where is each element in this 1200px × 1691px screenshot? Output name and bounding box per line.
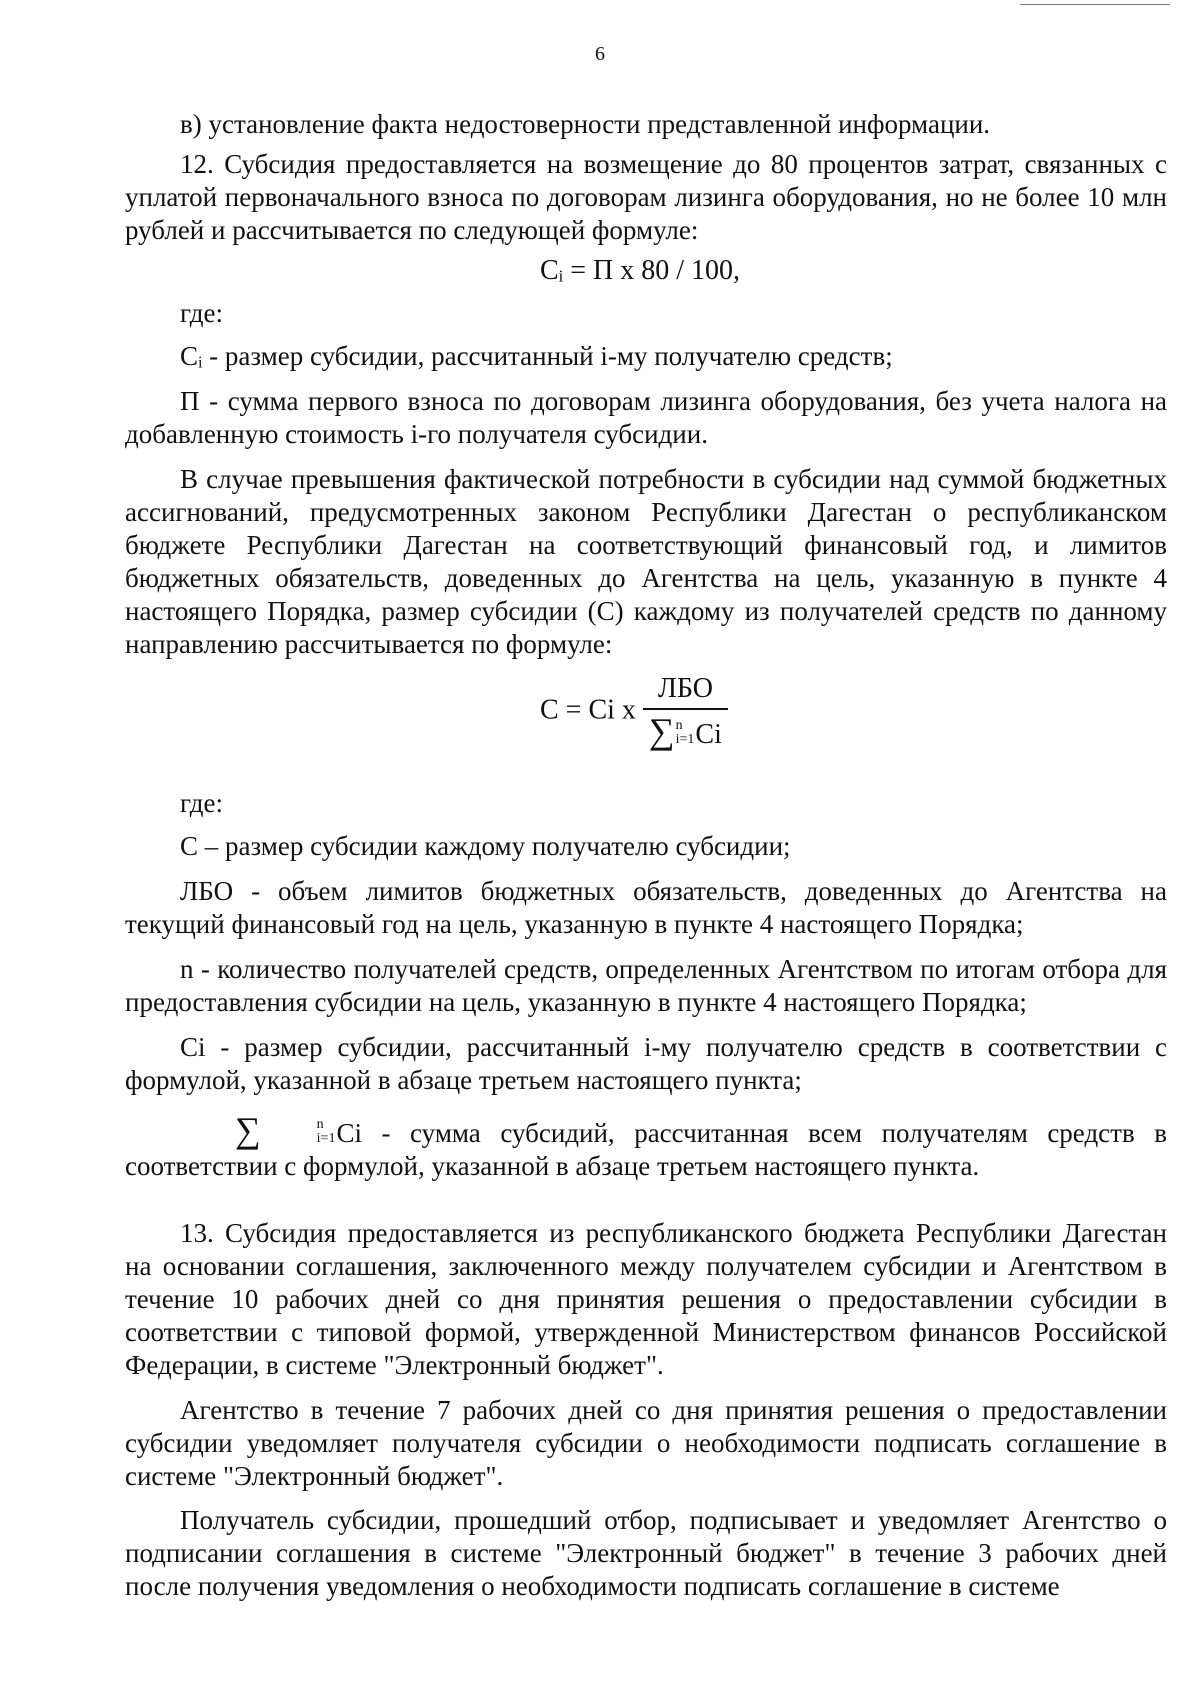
fraction-numerator: ЛБО [643,672,728,710]
sum-upper-limit: n [675,717,683,733]
formula-subsidy-proportional [540,672,728,752]
formula-fraction [643,672,728,752]
top-edge-rule [1020,4,1170,5]
paragraph-excess-case: В случае превышения фактической потребности в субсидии над суммой бюджетных ассигнований, предусмотренных законом Республики Дагестан о республиканском бюджете Республики Дагестан на соответствующий финансовый год, и лимитов бюджетных обязательств, доведенных до Агентства на цель, указанную в пункте 4 настоящего Порядка, размер субсидии (С) каждому из получателей средств по данному направлению рассчитывается по формуле: [125,464,1167,659]
formula-subsidy-basic: Cᵢ = П x 80 / 100, [540,255,741,286]
inline-sum-limits [262,1118,336,1146]
inline-sum-term: Ci [336,1118,362,1148]
definition-n: n - количество получателей средств, определенных Агентством по итогам отбора для предоставления субсидии на цель, указанную в пункте 4 настоящего Порядка; [125,954,1167,1017]
where-label-1: где: [180,298,223,328]
inline-sum-formula [180,1110,362,1150]
definition-ci-2: Ci - размер субсидии, рассчитанный i-му получателю средств в соответствии с формулой, указанной в абзаце третьем настоящего пункта; [125,1032,1167,1095]
paragraph-recipient-signing: Получатель субсидии, прошедший отбор, подписывает и уведомляет Агентство о подписании соглашения в системе "Электронный бюджет" в течение 3 рабочих дней после получения уведомления о необходимости подписать соглашение в системе [125,1505,1167,1601]
definition-lbo: ЛБО - объем лимитов бюджетных обязательств, доведенных до Агентства на текущий финансовый год на цель, указанную в пункте 4 настоящего Порядка; [125,876,1167,939]
paragraph-item-v: в) установление факта недостоверности представленной информации. [180,109,991,139]
paragraph-agency-notice: Агентство в течение 7 рабочих дней со дня принятия решения о предоставлении субсидии уведомляет получателя субсидии о необходимости подписать соглашение в системе "Электронный бюджет". [125,1395,1167,1491]
definition-c: С – размер субсидии каждому получателю субсидии; [180,831,791,861]
definition-ci: Cᵢ - размер субсидии, рассчитанный i-му получателю средств; [180,341,893,371]
inline-sum-lower: i=1 [316,1130,336,1146]
where-label-2: где: [180,788,223,818]
inline-sum-upper: n [316,1116,324,1132]
formula-lhs: С = Ci x [540,694,636,726]
definition-p: П - сумма первого взноса по договорам лизинга оборудования, без учета налога на добавленную стоимость i-го получателя субсидии. [125,386,1167,449]
sum-lower-limit: i=1 [675,731,695,747]
sigma-symbol: ∑ [648,711,675,751]
page-number: 6 [595,43,605,65]
definition-sum-text: - сумма субсидий, рассчитанная всем получателям средств в соответствии с формулой, указанной в абзаце третьем настоящего пункта. [125,1118,1167,1181]
sum-limits [676,719,695,747]
sum-term: Ci [695,719,722,750]
paragraph-12: 12. Субсидия предоставляется на возмещение до 80 процентов затрат, связанных с уплатой первоначального взноса по договорам лизинга оборудования, но не более 10 млн рублей и рассчитывается по следующей формуле: [125,149,1167,245]
inline-sigma-symbol: ∑ [235,1110,261,1150]
definition-sum [125,1110,1167,1183]
paragraph-13: 13. Субсидия предоставляется из республиканского бюджета Республики Дагестан на основании соглашения, заключенного между получателем субсидии и Агентством в течение 10 рабочих дней со дня принятия решения о предоставлении субсидии в соответствии с типовой формой, утвержденной Министерством финансов Российской Федерации, в системе "Электронный бюджет". [125,1218,1167,1380]
fraction-denominator [643,710,728,752]
